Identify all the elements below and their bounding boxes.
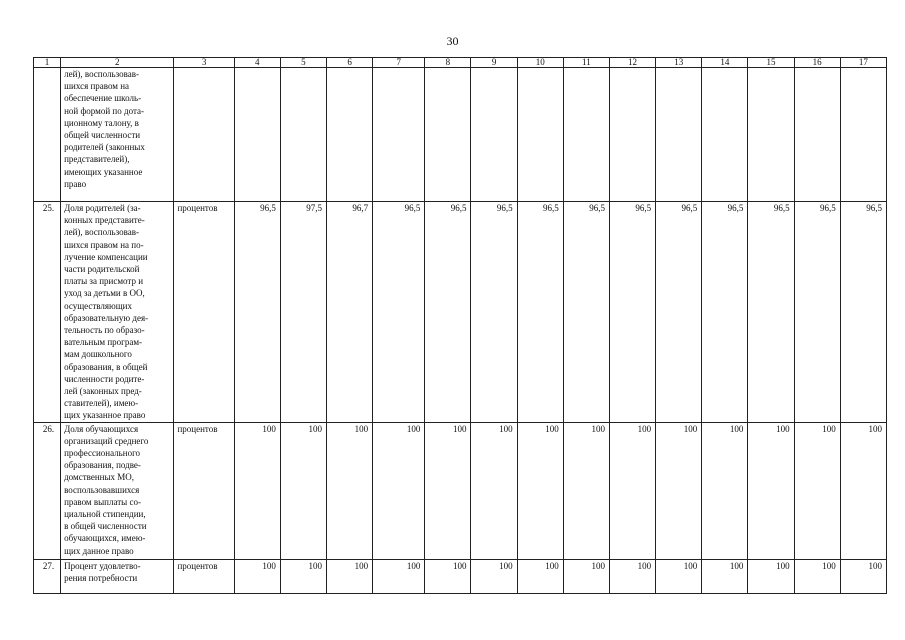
- value-cell: 100: [373, 559, 425, 593]
- value-cell: 96,5: [563, 202, 609, 423]
- value-cell: 100: [748, 422, 794, 559]
- data-table: [33, 57, 887, 594]
- value-cell: 100: [563, 422, 609, 559]
- indicator-name: лей), воспользовав- шихся правом на обеспечение школь- ной формой по дота- ционному талону, в общей численности родителей (законных представителей), имеющих указанное право: [61, 68, 174, 202]
- value-cell: 97,5: [280, 202, 326, 423]
- header-cell: 3: [174, 58, 234, 68]
- value-cell: 100: [609, 559, 655, 593]
- value-cell: [563, 68, 609, 202]
- header-cell: 10: [517, 58, 563, 68]
- header-cell: 16: [794, 58, 840, 68]
- value-cell: 100: [471, 559, 517, 593]
- value-cell: 96,5: [609, 202, 655, 423]
- value-cell: 100: [609, 422, 655, 559]
- unit-cell: процентов: [174, 559, 234, 593]
- header-cell: 12: [609, 58, 655, 68]
- header-cell: 6: [327, 58, 373, 68]
- value-cell: [840, 68, 886, 202]
- value-cell: 100: [327, 559, 373, 593]
- value-cell: 96,5: [656, 202, 702, 423]
- value-cell: 96,5: [425, 202, 471, 423]
- value-cell: 96,5: [234, 202, 280, 423]
- value-cell: 100: [234, 422, 280, 559]
- table-row: [34, 202, 887, 423]
- value-cell: 100: [702, 559, 748, 593]
- value-cell: [471, 68, 517, 202]
- value-cell: 96,5: [794, 202, 840, 423]
- value-cell: [517, 68, 563, 202]
- value-cell: [748, 68, 794, 202]
- value-cell: 100: [794, 559, 840, 593]
- value-cell: 100: [471, 422, 517, 559]
- value-cell: 100: [517, 559, 563, 593]
- indicator-name: Процент удовлетво- рения потребности: [61, 559, 174, 593]
- page-number: 30: [446, 34, 459, 48]
- value-cell: 100: [425, 422, 471, 559]
- value-cell: 100: [280, 422, 326, 559]
- value-cell: [425, 68, 471, 202]
- header-cell: 13: [656, 58, 702, 68]
- value-cell: 100: [563, 559, 609, 593]
- header-cell: 17: [840, 58, 886, 68]
- header-cell: 5: [280, 58, 326, 68]
- value-cell: 96,5: [517, 202, 563, 423]
- value-cell: 100: [656, 559, 702, 593]
- row-number: [34, 68, 61, 202]
- header-cell: 1: [34, 58, 61, 68]
- value-cell: 96,5: [840, 202, 886, 423]
- table-row: [34, 68, 887, 202]
- value-cell: [234, 68, 280, 202]
- value-cell: 100: [840, 422, 886, 559]
- value-cell: [609, 68, 655, 202]
- value-cell: 100: [702, 422, 748, 559]
- value-cell: [373, 68, 425, 202]
- header-cell: 11: [563, 58, 609, 68]
- value-cell: 96,5: [373, 202, 425, 423]
- header-cell: 15: [748, 58, 794, 68]
- value-cell: 100: [373, 422, 425, 559]
- value-cell: 96,5: [748, 202, 794, 423]
- value-cell: 100: [748, 559, 794, 593]
- value-cell: 96,5: [471, 202, 517, 423]
- header-cell: 9: [471, 58, 517, 68]
- table-row: [34, 559, 887, 593]
- value-cell: 100: [794, 422, 840, 559]
- row-number: 27.: [34, 559, 61, 593]
- value-cell: [794, 68, 840, 202]
- row-number: 25.: [34, 202, 61, 423]
- unit-cell: [174, 68, 234, 202]
- value-cell: 96,5: [702, 202, 748, 423]
- value-cell: 100: [425, 559, 471, 593]
- value-cell: 100: [656, 422, 702, 559]
- value-cell: 100: [234, 559, 280, 593]
- row-number: 26.: [34, 422, 61, 559]
- value-cell: 100: [840, 559, 886, 593]
- value-cell: 100: [327, 422, 373, 559]
- header-row: [34, 58, 887, 68]
- value-cell: 100: [517, 422, 563, 559]
- header-cell: 4: [234, 58, 280, 68]
- unit-cell: процентов: [174, 202, 234, 423]
- value-cell: [702, 68, 748, 202]
- header-cell: 7: [373, 58, 425, 68]
- value-cell: 96,7: [327, 202, 373, 423]
- header-cell: 14: [702, 58, 748, 68]
- value-cell: 100: [280, 559, 326, 593]
- value-cell: [327, 68, 373, 202]
- unit-cell: процентов: [174, 422, 234, 559]
- table-row: [34, 422, 887, 559]
- indicator-name: Доля родителей (за- конных представите- лей), воспользовав- шихся правом на по- лучение компенсации части родительской платы за присмотр и уход за детьми в ОО, осуществляющих образовательную дея- тельность по образо- вательным програм- мам дошкольного образования, в общей численности родите- лей (законных пред- ставителей), имею- щих указанное право: [61, 202, 174, 423]
- value-cell: [656, 68, 702, 202]
- value-cell: [280, 68, 326, 202]
- header-cell: 8: [425, 58, 471, 68]
- indicator-name: Доля обучающихся организаций среднего профессионального образования, подве- домственных МО, воспользовавшихся правом выплаты со- циальной стипендии, в общей численности обучающихся, имею- щих данное право: [61, 422, 174, 559]
- header-cell: 2: [61, 58, 174, 68]
